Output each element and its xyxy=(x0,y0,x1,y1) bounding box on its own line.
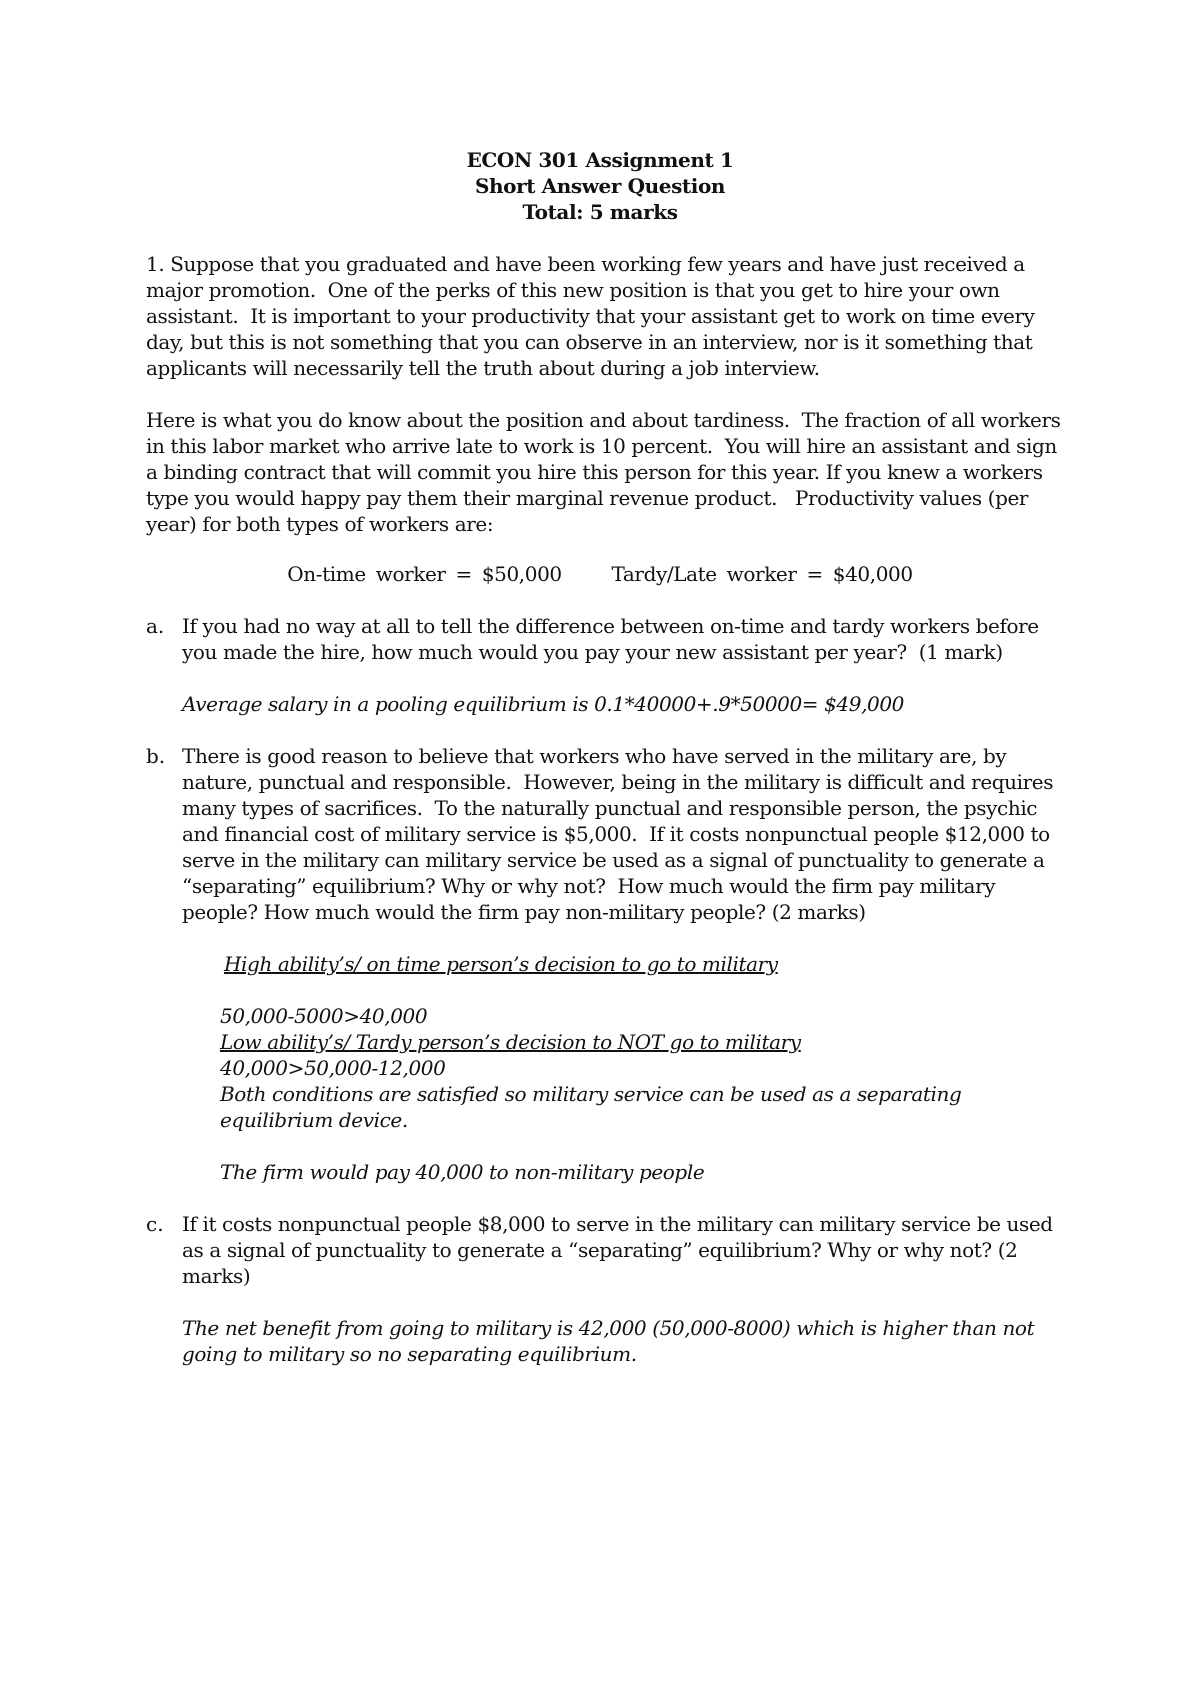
intro-line: 1. Suppose that you graduated and have been working few years and have just received a xyxy=(146,252,1025,276)
part-a-answer: Average salary in a pooling equilibrium is 0.1*40000+.9*50000= $49,000 xyxy=(182,692,905,716)
part-a-question-line: If you had no way at all to tell the difference between on-time and tardy workers before xyxy=(182,614,1039,638)
part-b-question-line: many types of sacrifices. To the naturally punctual and responsible person, the psychic xyxy=(182,796,1038,820)
context-line: in this labor market who arrive late to work is 10 percent. You will hire an assistant and sign xyxy=(146,434,1057,458)
part-c-answer-line: The net benefit from going to military is 42,000 (50,000-8000) which is higher than not xyxy=(182,1316,1035,1340)
part-c-question-line: If it costs nonpunctual people $8,000 to serve in the military can military service be used xyxy=(182,1212,1053,1236)
context-line: Here is what you do know about the position and about tardiness. The fraction of all workers xyxy=(146,408,1061,432)
part-a-question-line: you made the hire, how much would you pay your new assistant per year? (1 mark) xyxy=(182,640,1003,664)
part-b-conclusion: equilibrium device. xyxy=(220,1108,408,1132)
part-c-question-line: as a signal of punctuality to generate a “separating” equilibrium? Why or why not? (2 xyxy=(182,1238,1018,1262)
part-c-question-line: marks) xyxy=(182,1264,251,1288)
part-b-label: b. xyxy=(146,744,166,768)
part-b-question-line: and financial cost of military service is $5,000. If it costs nonpunctual people $12,000 to xyxy=(182,822,1050,846)
part-c-answer-line: going to military so no separating equilibrium. xyxy=(182,1342,637,1366)
part-c-label: c. xyxy=(146,1212,164,1236)
assignment-subtitle: Short Answer Question xyxy=(474,174,726,198)
part-b-question-line: people? How much would the firm pay non-military people? (2 marks) xyxy=(182,900,866,924)
assignment-title: ECON 301 Assignment 1 xyxy=(466,148,734,172)
part-b-inequality-low: 40,000>50,000-12,000 xyxy=(220,1056,446,1080)
part-b-question-line: serve in the military can military service be used as a signal of punctuality to generate a xyxy=(182,848,1045,872)
part-a-label: a. xyxy=(146,614,165,638)
intro-line: major promotion. One of the perks of this new position is that you get to hire your own xyxy=(146,278,1000,302)
part-b-pay-line: The firm would pay 40,000 to non-military people xyxy=(220,1160,705,1184)
part-b-inequality-high: 50,000-5000>40,000 xyxy=(220,1004,428,1028)
intro-line: assistant. It is important to your productivity that your assistant get to work on time every xyxy=(146,304,1035,328)
part-b-conclusion: Both conditions are satisfied so military service can be used as a separating xyxy=(220,1082,962,1106)
intro-line: day, but this is not something that you can observe in an interview, nor is it something that xyxy=(146,330,1033,354)
productivity-values: On-time worker = $50,000 Tardy/Late worker = $40,000 xyxy=(287,562,913,586)
part-b-heading-low: Low ability’s/ Tardy person’s decision to NOT go to military xyxy=(220,1030,801,1054)
part-b-question-line: nature, punctual and responsible. However, being in the military is difficult and requires xyxy=(182,770,1054,794)
context-line: type you would happy pay them their marginal revenue product. Productivity values (per xyxy=(146,486,1029,510)
part-b-question-line: There is good reason to believe that workers who have served in the military are, by xyxy=(182,744,1007,768)
part-b-question-line: “separating” equilibrium? Why or why not? How much would the firm pay military xyxy=(182,874,996,898)
part-b-heading-high: High ability’s/ on time person’s decision to go to military xyxy=(224,952,778,976)
intro-line: applicants will necessarily tell the truth about during a job interview. xyxy=(146,356,820,380)
context-line: a binding contract that will commit you hire this person for this year. If you knew a workers xyxy=(146,460,1043,484)
assignment-total: Total: 5 marks xyxy=(522,200,678,224)
context-line: year) for both types of workers are: xyxy=(146,512,494,536)
